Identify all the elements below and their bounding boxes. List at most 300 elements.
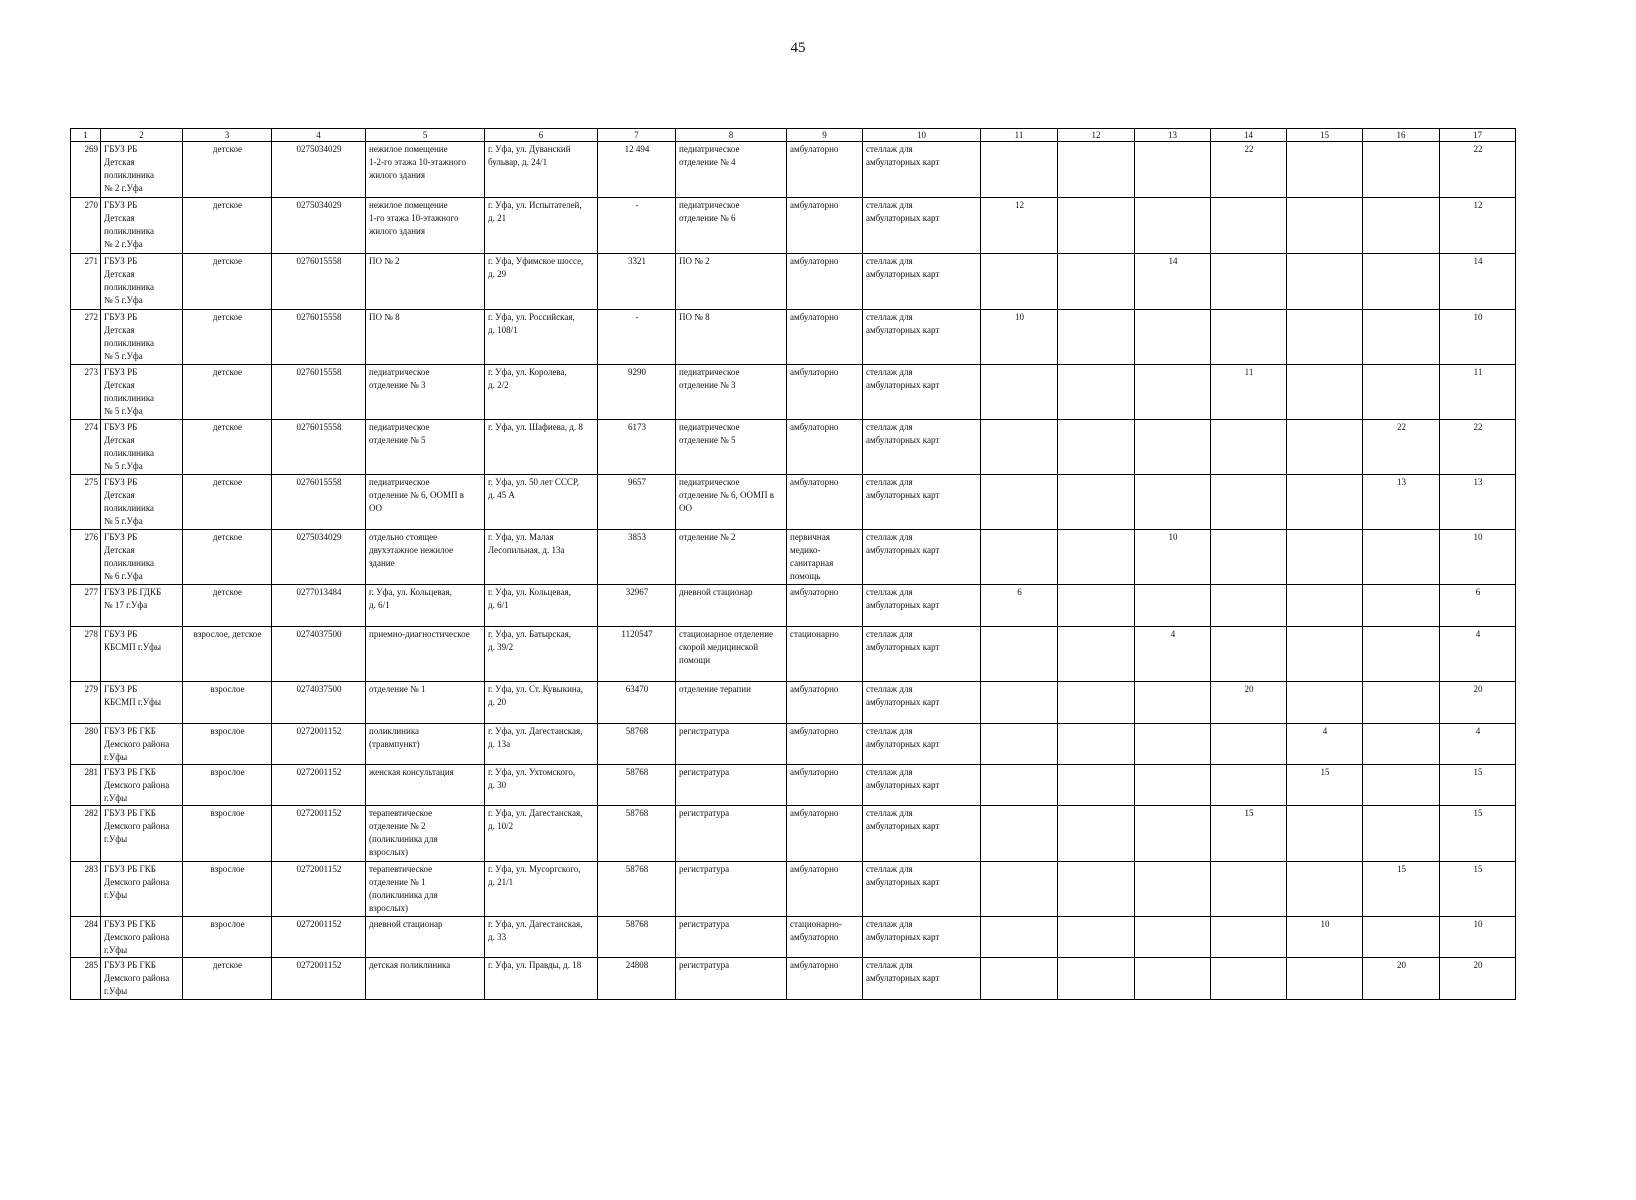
cell-col-5: педиатрическое отделение № 5 xyxy=(366,420,485,475)
cell-col-13 xyxy=(1135,765,1211,806)
cell-col-17: 12 xyxy=(1440,198,1516,254)
cell-col-7: - xyxy=(598,198,676,254)
cell-col-8: регистратура xyxy=(676,806,787,862)
cell-col-1: 281 xyxy=(71,765,101,806)
cell-col-2: ГБУЗ РБ КБСМП г.Уфы xyxy=(101,627,183,682)
cell-col-13 xyxy=(1135,420,1211,475)
cell-col-2: ГБУЗ РБ ГКБ Демского района г.Уфы xyxy=(101,917,183,958)
cell-col-1: 275 xyxy=(71,475,101,530)
column-number-12: 12 xyxy=(1058,129,1135,142)
cell-col-5: отделение № 1 xyxy=(366,682,485,724)
cell-col-6: г. Уфа, ул. Кольцевая, д. 6/1 xyxy=(485,585,598,627)
cell-col-5: отдельно стоящее двухэтажное нежилое здание xyxy=(366,530,485,585)
cell-col-4: 0276015558 xyxy=(272,420,366,475)
cell-col-14 xyxy=(1211,958,1287,1000)
cell-col-17: 22 xyxy=(1440,142,1516,198)
cell-col-16 xyxy=(1363,254,1440,310)
cell-col-9: стационарно- амбулаторно xyxy=(787,917,863,958)
table-row xyxy=(71,627,1516,682)
column-number-5: 5 xyxy=(366,129,485,142)
cell-col-10: стеллаж для амбулаторных карт xyxy=(863,862,981,917)
cell-col-3: детское xyxy=(183,310,272,365)
column-number-15: 15 xyxy=(1287,129,1363,142)
cell-col-15 xyxy=(1287,254,1363,310)
cell-col-7: 58768 xyxy=(598,917,676,958)
cell-col-17: 20 xyxy=(1440,682,1516,724)
cell-col-12 xyxy=(1058,627,1135,682)
cell-col-6: г. Уфа, ул. Батырская, д. 39/2 xyxy=(485,627,598,682)
cell-col-4: 0276015558 xyxy=(272,365,366,420)
cell-col-5: приемно-диагностическое xyxy=(366,627,485,682)
cell-col-10: стеллаж для амбулаторных карт xyxy=(863,420,981,475)
cell-col-10: стеллаж для амбулаторных карт xyxy=(863,682,981,724)
cell-col-8: педиатрическое отделение № 6, ООМП в ОО xyxy=(676,475,787,530)
cell-col-2: ГБУЗ РБ Детская поликлиника № 5 г.Уфа xyxy=(101,365,183,420)
cell-col-12 xyxy=(1058,198,1135,254)
cell-col-1: 285 xyxy=(71,958,101,1000)
cell-col-3: взрослое xyxy=(183,917,272,958)
cell-col-12 xyxy=(1058,142,1135,198)
cell-col-17: 6 xyxy=(1440,585,1516,627)
cell-col-7: 6173 xyxy=(598,420,676,475)
cell-col-17: 15 xyxy=(1440,862,1516,917)
cell-col-2: ГБУЗ РБ ГДКБ № 17 г.Уфа xyxy=(101,585,183,627)
cell-col-14: 15 xyxy=(1211,806,1287,862)
cell-col-9: амбулаторно xyxy=(787,365,863,420)
cell-col-2: ГБУЗ РБ ГКБ Демского района г.Уфы xyxy=(101,806,183,862)
cell-col-17: 22 xyxy=(1440,420,1516,475)
cell-col-1: 277 xyxy=(71,585,101,627)
cell-col-8: ПО № 8 xyxy=(676,310,787,365)
cell-col-1: 271 xyxy=(71,254,101,310)
cell-col-2: ГБУЗ РБ Детская поликлиника № 5 г.Уфа xyxy=(101,420,183,475)
cell-col-5: нежилое помещение 1-го этажа 10-этажного жилого здания xyxy=(366,198,485,254)
cell-col-13 xyxy=(1135,806,1211,862)
cell-col-8: регистратура xyxy=(676,862,787,917)
cell-col-16 xyxy=(1363,310,1440,365)
cell-col-9: амбулаторно xyxy=(787,475,863,530)
table-row xyxy=(71,420,1516,475)
cell-col-2: ГБУЗ РБ Детская поликлиника № 6 г.Уфа xyxy=(101,530,183,585)
cell-col-4: 0275034029 xyxy=(272,142,366,198)
cell-col-14: 20 xyxy=(1211,682,1287,724)
cell-col-15 xyxy=(1287,958,1363,1000)
cell-col-16 xyxy=(1363,142,1440,198)
cell-col-11: 10 xyxy=(981,310,1058,365)
cell-col-13 xyxy=(1135,862,1211,917)
table-row xyxy=(71,806,1516,862)
cell-col-7: - xyxy=(598,310,676,365)
cell-col-13 xyxy=(1135,917,1211,958)
cell-col-13: 10 xyxy=(1135,530,1211,585)
cell-col-3: детское xyxy=(183,365,272,420)
cell-col-8: регистратура xyxy=(676,724,787,765)
cell-col-4: 0274037500 xyxy=(272,627,366,682)
table-row xyxy=(71,585,1516,627)
cell-col-10: стеллаж для амбулаторных карт xyxy=(863,765,981,806)
cell-col-1: 270 xyxy=(71,198,101,254)
cell-col-10: стеллаж для амбулаторных карт xyxy=(863,585,981,627)
cell-col-11 xyxy=(981,806,1058,862)
cell-col-4: 0277013484 xyxy=(272,585,366,627)
cell-col-14 xyxy=(1211,917,1287,958)
cell-col-6: г. Уфа, ул. Российская, д. 108/1 xyxy=(485,310,598,365)
cell-col-3: взрослое xyxy=(183,682,272,724)
cell-col-12 xyxy=(1058,420,1135,475)
cell-col-7: 3321 xyxy=(598,254,676,310)
cell-col-7: 3853 xyxy=(598,530,676,585)
cell-col-11 xyxy=(981,862,1058,917)
cell-col-2: ГБУЗ РБ Детская поликлиника № 5 г.Уфа xyxy=(101,254,183,310)
cell-col-2: ГБУЗ РБ Детская поликлиника № 5 г.Уфа xyxy=(101,310,183,365)
cell-col-9: амбулаторно xyxy=(787,420,863,475)
cell-col-10: стеллаж для амбулаторных карт xyxy=(863,310,981,365)
cell-col-14: 11 xyxy=(1211,365,1287,420)
cell-col-8: педиатрическое отделение № 3 xyxy=(676,365,787,420)
column-number-16: 16 xyxy=(1363,129,1440,142)
cell-col-9: амбулаторно xyxy=(787,142,863,198)
cell-col-5: женская консультация xyxy=(366,765,485,806)
cell-col-14 xyxy=(1211,530,1287,585)
cell-col-4: 0276015558 xyxy=(272,475,366,530)
cell-col-1: 269 xyxy=(71,142,101,198)
cell-col-13 xyxy=(1135,585,1211,627)
cell-col-8: отделение терапии xyxy=(676,682,787,724)
cell-col-9: первичная медико- санитарная помощь xyxy=(787,530,863,585)
cell-col-15 xyxy=(1287,475,1363,530)
cell-col-16 xyxy=(1363,365,1440,420)
cell-col-4: 0275034029 xyxy=(272,198,366,254)
cell-col-10: стеллаж для амбулаторных карт xyxy=(863,254,981,310)
table-body xyxy=(71,142,1516,1000)
column-number-11: 11 xyxy=(981,129,1058,142)
column-number-14: 14 xyxy=(1211,129,1287,142)
cell-col-6: г. Уфа, ул. Испытателей, д. 21 xyxy=(485,198,598,254)
header-row xyxy=(71,129,1516,142)
cell-col-14 xyxy=(1211,254,1287,310)
cell-col-6: г. Уфа, ул. Ст. Кувыкина, д. 20 xyxy=(485,682,598,724)
cell-col-10: стеллаж для амбулаторных карт xyxy=(863,958,981,1000)
cell-col-1: 272 xyxy=(71,310,101,365)
cell-col-16: 22 xyxy=(1363,420,1440,475)
cell-col-17: 14 xyxy=(1440,254,1516,310)
cell-col-16 xyxy=(1363,724,1440,765)
cell-col-15: 4 xyxy=(1287,724,1363,765)
cell-col-13 xyxy=(1135,310,1211,365)
table-row xyxy=(71,254,1516,310)
cell-col-16: 15 xyxy=(1363,862,1440,917)
cell-col-2: ГБУЗ РБ КБСМП г.Уфы xyxy=(101,682,183,724)
cell-col-7: 58768 xyxy=(598,806,676,862)
cell-col-4: 0272001152 xyxy=(272,806,366,862)
cell-col-15 xyxy=(1287,365,1363,420)
cell-col-9: стационарно xyxy=(787,627,863,682)
cell-col-3: взрослое xyxy=(183,724,272,765)
table-row xyxy=(71,917,1516,958)
cell-col-10: стеллаж для амбулаторных карт xyxy=(863,475,981,530)
cell-col-1: 279 xyxy=(71,682,101,724)
cell-col-10: стеллаж для амбулаторных карт xyxy=(863,198,981,254)
cell-col-10: стеллаж для амбулаторных карт xyxy=(863,627,981,682)
cell-col-12 xyxy=(1058,682,1135,724)
page-number: 45 xyxy=(790,40,806,56)
cell-col-13 xyxy=(1135,958,1211,1000)
cell-col-3: детское xyxy=(183,254,272,310)
cell-col-2: ГБУЗ РБ Детская поликлиника № 2 г.Уфа xyxy=(101,142,183,198)
column-number-10: 10 xyxy=(863,129,981,142)
cell-col-17: 10 xyxy=(1440,530,1516,585)
column-number-2: 2 xyxy=(101,129,183,142)
cell-col-15 xyxy=(1287,806,1363,862)
cell-col-2: ГБУЗ РБ ГКБ Демского района г.Уфы xyxy=(101,724,183,765)
cell-col-15 xyxy=(1287,530,1363,585)
cell-col-6: г. Уфа, ул. Правды, д. 18 xyxy=(485,958,598,1000)
cell-col-2: ГБУЗ РБ ГКБ Демского района г.Уфы xyxy=(101,958,183,1000)
column-number-8: 8 xyxy=(676,129,787,142)
cell-col-12 xyxy=(1058,475,1135,530)
cell-col-12 xyxy=(1058,365,1135,420)
cell-col-16 xyxy=(1363,585,1440,627)
cell-col-14 xyxy=(1211,724,1287,765)
cell-col-12 xyxy=(1058,585,1135,627)
cell-col-12 xyxy=(1058,917,1135,958)
cell-col-1: 274 xyxy=(71,420,101,475)
cell-col-14 xyxy=(1211,310,1287,365)
cell-col-9: амбулаторно xyxy=(787,254,863,310)
cell-col-12 xyxy=(1058,530,1135,585)
cell-col-12 xyxy=(1058,765,1135,806)
cell-col-8: ПО № 2 xyxy=(676,254,787,310)
cell-col-16 xyxy=(1363,765,1440,806)
cell-col-5: г. Уфа, ул. Кольцевая, д. 6/1 xyxy=(366,585,485,627)
cell-col-15 xyxy=(1287,310,1363,365)
cell-col-6: г. Уфа, ул. 50 лет СССР, д. 45 А xyxy=(485,475,598,530)
cell-col-6: г. Уфа, ул. Мусоргского, д. 21/1 xyxy=(485,862,598,917)
cell-col-14: 22 xyxy=(1211,142,1287,198)
cell-col-14 xyxy=(1211,765,1287,806)
cell-col-11 xyxy=(981,917,1058,958)
column-number-3: 3 xyxy=(183,129,272,142)
cell-col-5: терапевтическое отделение № 1 (поликлиника для взрослых) xyxy=(366,862,485,917)
cell-col-4: 0272001152 xyxy=(272,765,366,806)
cell-col-13: 14 xyxy=(1135,254,1211,310)
cell-col-9: амбулаторно xyxy=(787,765,863,806)
cell-col-6: г. Уфа, ул. Дагестанская, д. 33 xyxy=(485,917,598,958)
cell-col-1: 276 xyxy=(71,530,101,585)
cell-col-5: детская поликлиника xyxy=(366,958,485,1000)
column-number-1: 1 xyxy=(71,129,101,142)
cell-col-3: детское xyxy=(183,142,272,198)
cell-col-9: амбулаторно xyxy=(787,198,863,254)
cell-col-4: 0272001152 xyxy=(272,862,366,917)
cell-col-16 xyxy=(1363,806,1440,862)
cell-col-3: детское xyxy=(183,585,272,627)
cell-col-7: 58768 xyxy=(598,862,676,917)
table-row xyxy=(71,198,1516,254)
table-row xyxy=(71,530,1516,585)
cell-col-17: 15 xyxy=(1440,806,1516,862)
cell-col-7: 12 494 xyxy=(598,142,676,198)
cell-col-4: 0275034029 xyxy=(272,530,366,585)
cell-col-5: терапевтическое отделение № 2 (поликлиника для взрослых) xyxy=(366,806,485,862)
column-number-9: 9 xyxy=(787,129,863,142)
table-row xyxy=(71,682,1516,724)
cell-col-1: 282 xyxy=(71,806,101,862)
cell-col-17: 13 xyxy=(1440,475,1516,530)
cell-col-7: 58768 xyxy=(598,765,676,806)
cell-col-17: 4 xyxy=(1440,627,1516,682)
cell-col-7: 32967 xyxy=(598,585,676,627)
table-row xyxy=(71,862,1516,917)
cell-col-8: педиатрическое отделение № 5 xyxy=(676,420,787,475)
table-row xyxy=(71,475,1516,530)
data-table xyxy=(70,128,1516,1000)
cell-col-7: 58768 xyxy=(598,724,676,765)
cell-col-9: амбулаторно xyxy=(787,806,863,862)
cell-col-5: поликлиника (травмпункт) xyxy=(366,724,485,765)
cell-col-10: стеллаж для амбулаторных карт xyxy=(863,806,981,862)
cell-col-3: взрослое, детское xyxy=(183,627,272,682)
cell-col-6: г. Уфа, ул. Королева, д. 2/2 xyxy=(485,365,598,420)
cell-col-14 xyxy=(1211,862,1287,917)
cell-col-15: 10 xyxy=(1287,917,1363,958)
cell-col-6: г. Уфа, ул. Дагестанская, д. 10/2 xyxy=(485,806,598,862)
cell-col-15 xyxy=(1287,142,1363,198)
cell-col-7: 63470 xyxy=(598,682,676,724)
cell-col-8: регистратура xyxy=(676,958,787,1000)
cell-col-4: 0276015558 xyxy=(272,254,366,310)
cell-col-1: 283 xyxy=(71,862,101,917)
cell-col-11 xyxy=(981,475,1058,530)
cell-col-14 xyxy=(1211,198,1287,254)
cell-col-6: г. Уфа, ул. Малая Лесопильная, д. 13а xyxy=(485,530,598,585)
cell-col-14 xyxy=(1211,627,1287,682)
cell-col-3: взрослое xyxy=(183,862,272,917)
cell-col-4: 0272001152 xyxy=(272,958,366,1000)
cell-col-2: ГБУЗ РБ Детская поликлиника № 5 г.Уфа xyxy=(101,475,183,530)
cell-col-16 xyxy=(1363,627,1440,682)
cell-col-15 xyxy=(1287,682,1363,724)
cell-col-12 xyxy=(1058,724,1135,765)
cell-col-3: детское xyxy=(183,420,272,475)
table-row xyxy=(71,765,1516,806)
cell-col-8: педиатрическое отделение № 4 xyxy=(676,142,787,198)
cell-col-5: нежилое помещение 1-2-го этажа 10-этажного жилого здания xyxy=(366,142,485,198)
table-row xyxy=(71,958,1516,1000)
cell-col-16 xyxy=(1363,198,1440,254)
cell-col-6: г. Уфа, Уфимское шоссе, д. 29 xyxy=(485,254,598,310)
cell-col-9: амбулаторно xyxy=(787,958,863,1000)
column-number-6: 6 xyxy=(485,129,598,142)
cell-col-13 xyxy=(1135,142,1211,198)
cell-col-17: 10 xyxy=(1440,917,1516,958)
cell-col-9: амбулаторно xyxy=(787,724,863,765)
cell-col-17: 10 xyxy=(1440,310,1516,365)
cell-col-17: 4 xyxy=(1440,724,1516,765)
cell-col-9: амбулаторно xyxy=(787,585,863,627)
cell-col-3: детское xyxy=(183,198,272,254)
cell-col-8: дневной стационар xyxy=(676,585,787,627)
cell-col-6: г. Уфа, ул. Ухтомского, д. 30 xyxy=(485,765,598,806)
cell-col-11: 6 xyxy=(981,585,1058,627)
cell-col-11 xyxy=(981,682,1058,724)
cell-col-5: педиатрическое отделение № 6, ООМП в ОО xyxy=(366,475,485,530)
cell-col-10: стеллаж для амбулаторных карт xyxy=(863,142,981,198)
cell-col-9: амбулаторно xyxy=(787,310,863,365)
cell-col-17: 20 xyxy=(1440,958,1516,1000)
cell-col-10: стеллаж для амбулаторных карт xyxy=(863,917,981,958)
cell-col-10: стеллаж для амбулаторных карт xyxy=(863,530,981,585)
cell-col-15: 15 xyxy=(1287,765,1363,806)
cell-col-13 xyxy=(1135,365,1211,420)
cell-col-14 xyxy=(1211,475,1287,530)
cell-col-11 xyxy=(981,420,1058,475)
column-number-4: 4 xyxy=(272,129,366,142)
cell-col-11 xyxy=(981,530,1058,585)
cell-col-15 xyxy=(1287,627,1363,682)
cell-col-13 xyxy=(1135,724,1211,765)
cell-col-17: 11 xyxy=(1440,365,1516,420)
cell-col-13: 4 xyxy=(1135,627,1211,682)
cell-col-2: ГБУЗ РБ Детская поликлиника № 2 г.Уфа xyxy=(101,198,183,254)
cell-col-1: 280 xyxy=(71,724,101,765)
cell-col-12 xyxy=(1058,958,1135,1000)
cell-col-11 xyxy=(981,142,1058,198)
cell-col-6: г. Уфа, ул. Шафиева, д. 8 xyxy=(485,420,598,475)
cell-col-11 xyxy=(981,958,1058,1000)
cell-col-4: 0272001152 xyxy=(272,917,366,958)
table-row xyxy=(71,365,1516,420)
cell-col-15 xyxy=(1287,862,1363,917)
cell-col-17: 15 xyxy=(1440,765,1516,806)
cell-col-4: 0276015558 xyxy=(272,310,366,365)
cell-col-13 xyxy=(1135,198,1211,254)
cell-col-6: г. Уфа, ул. Дуванский бульвар, д. 24/1 xyxy=(485,142,598,198)
cell-col-1: 273 xyxy=(71,365,101,420)
column-number-17: 17 xyxy=(1440,129,1516,142)
cell-col-5: дневной стационар xyxy=(366,917,485,958)
cell-col-7: 9290 xyxy=(598,365,676,420)
cell-col-12 xyxy=(1058,310,1135,365)
cell-col-15 xyxy=(1287,198,1363,254)
cell-col-5: педиатрическое отделение № 3 xyxy=(366,365,485,420)
cell-col-11 xyxy=(981,254,1058,310)
cell-col-12 xyxy=(1058,254,1135,310)
cell-col-14 xyxy=(1211,420,1287,475)
table-row xyxy=(71,142,1516,198)
cell-col-11 xyxy=(981,724,1058,765)
cell-col-10: стеллаж для амбулаторных карт xyxy=(863,724,981,765)
table-row xyxy=(71,310,1516,365)
cell-col-11 xyxy=(981,627,1058,682)
cell-col-16 xyxy=(1363,530,1440,585)
cell-col-8: педиатрическое отделение № 6 xyxy=(676,198,787,254)
cell-col-1: 278 xyxy=(71,627,101,682)
cell-col-4: 0272001152 xyxy=(272,724,366,765)
cell-col-11 xyxy=(981,365,1058,420)
cell-col-5: ПО № 2 xyxy=(366,254,485,310)
cell-col-3: взрослое xyxy=(183,765,272,806)
cell-col-3: детское xyxy=(183,475,272,530)
cell-col-6: г. Уфа, ул. Дагестанская, д. 13а xyxy=(485,724,598,765)
cell-col-11: 12 xyxy=(981,198,1058,254)
cell-col-16: 20 xyxy=(1363,958,1440,1000)
table-header xyxy=(71,129,1516,142)
cell-col-3: взрослое xyxy=(183,806,272,862)
cell-col-8: стационарное отделение скорой медицинской помощи xyxy=(676,627,787,682)
cell-col-15 xyxy=(1287,585,1363,627)
cell-col-3: детское xyxy=(183,958,272,1000)
